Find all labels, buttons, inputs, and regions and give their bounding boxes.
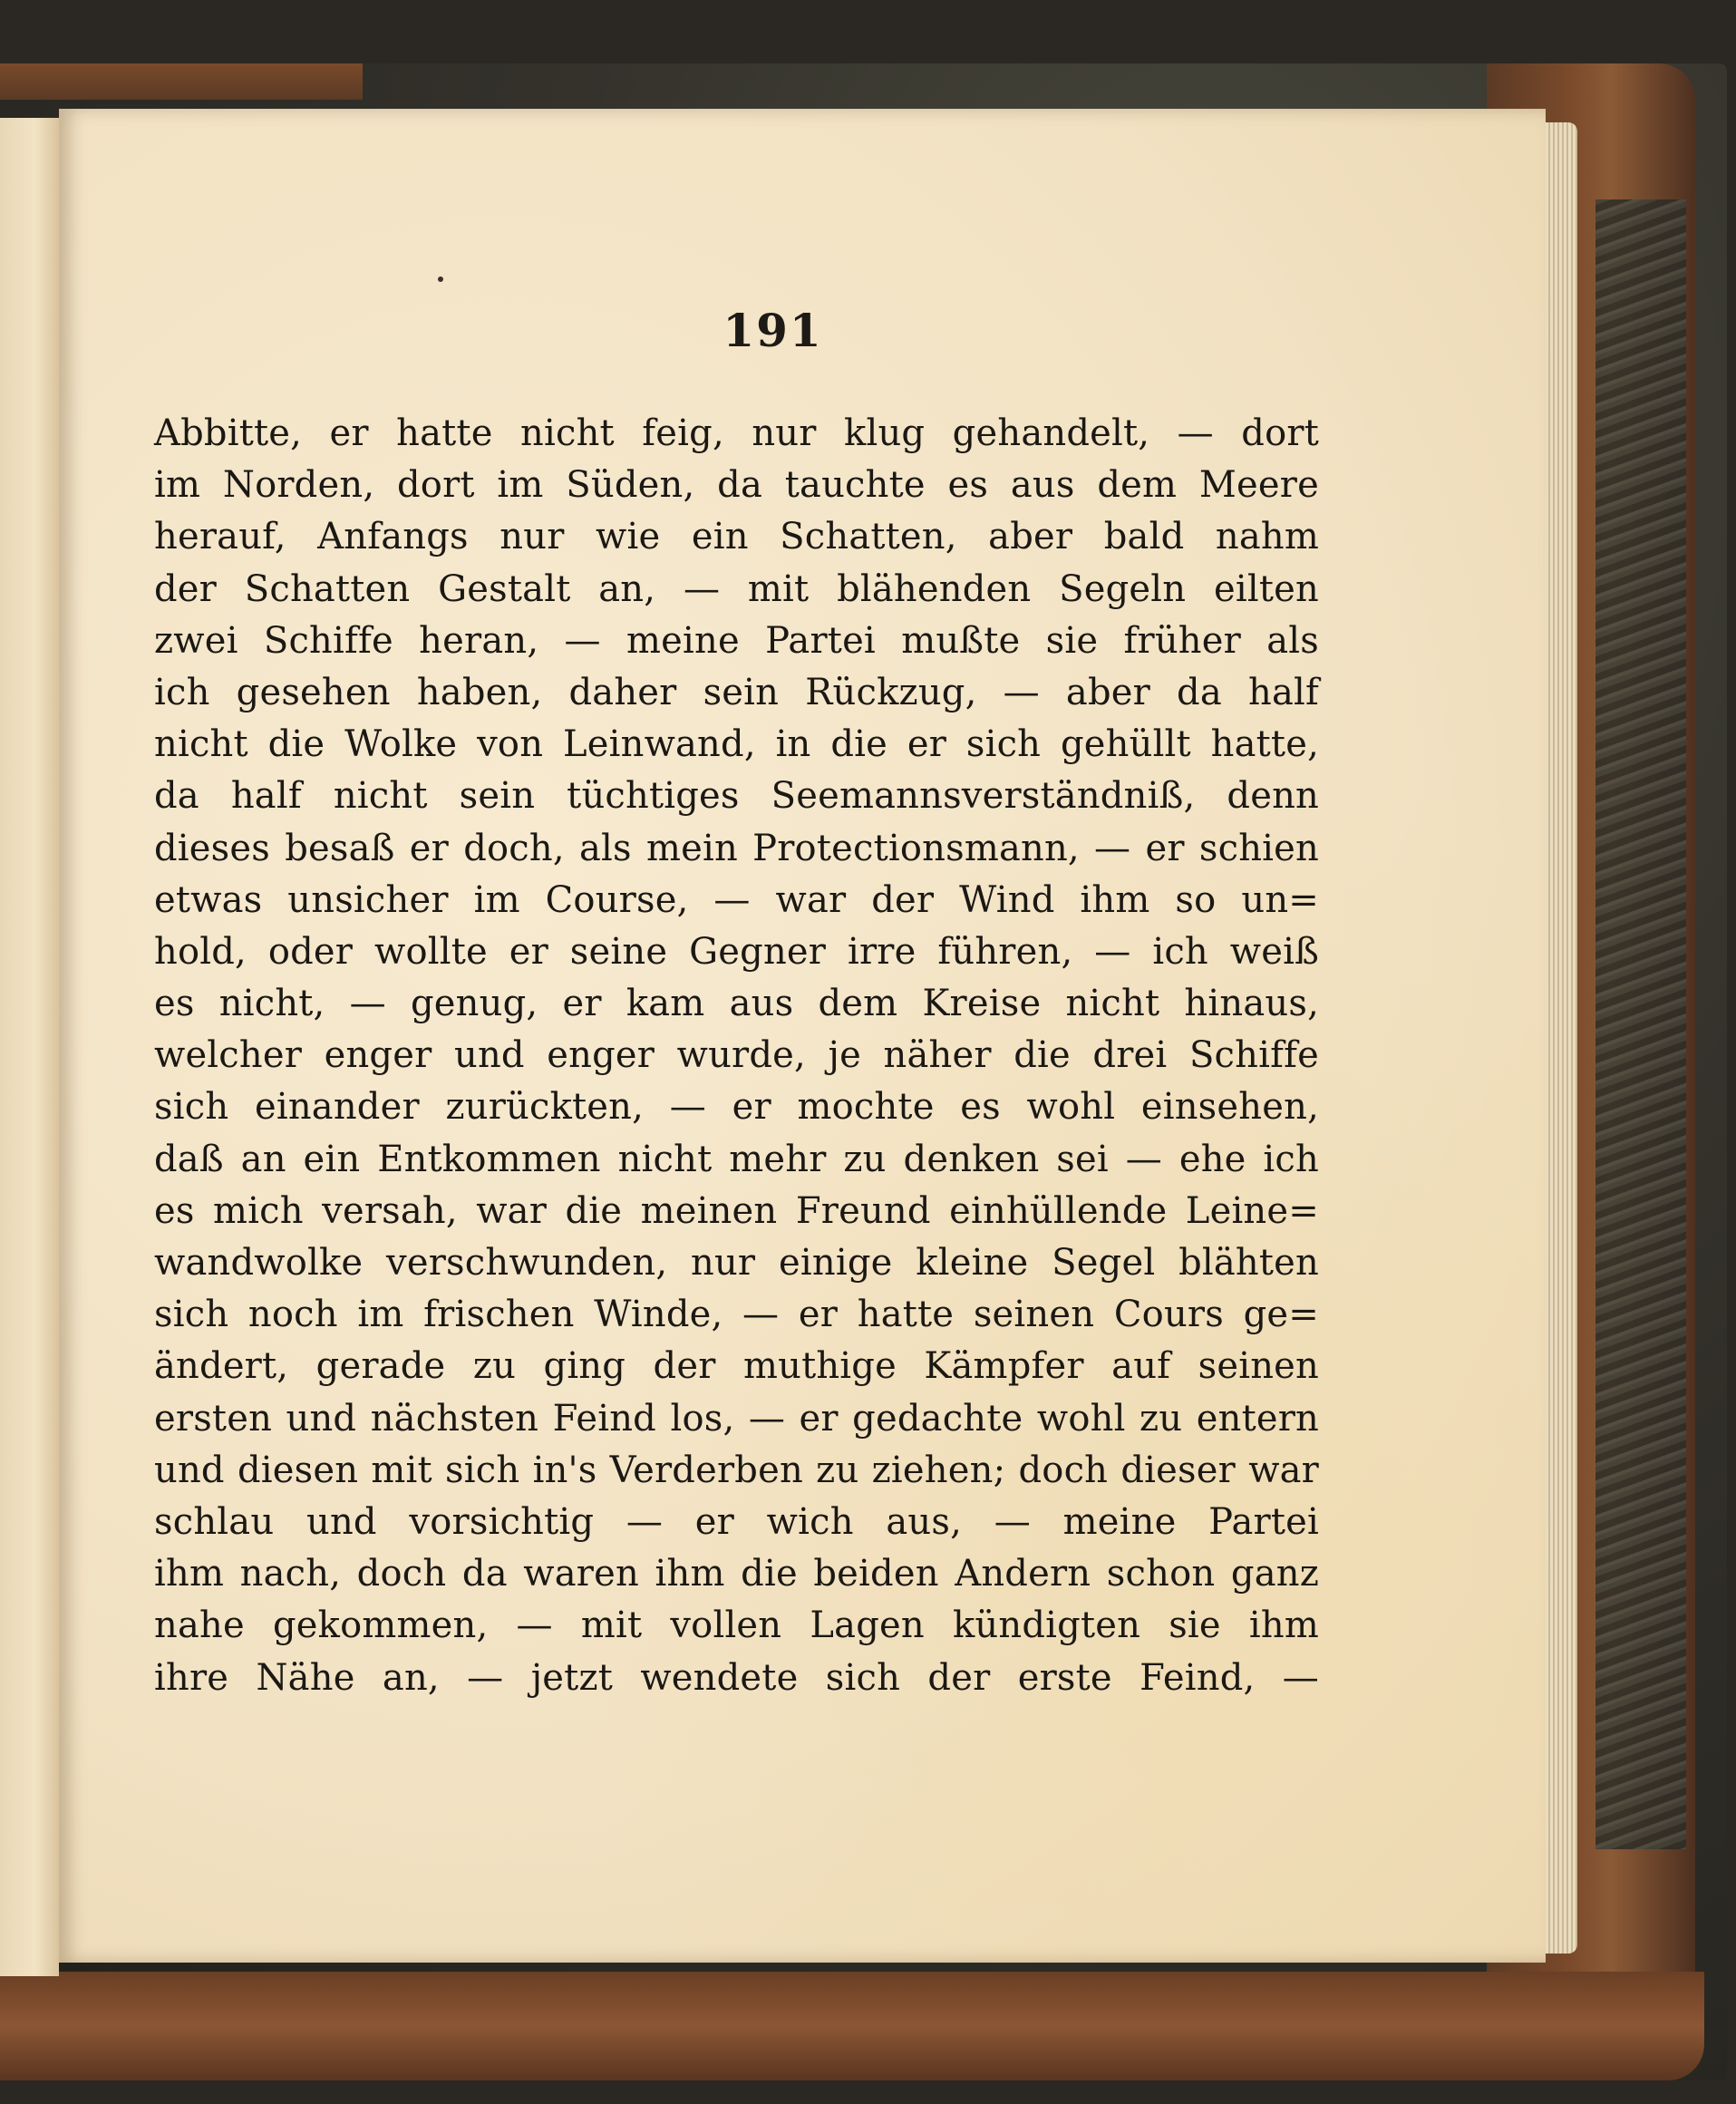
text-line: sich noch im frischen Winde, — er hatte seinen Cours ge= [154,1294,1319,1336]
text-line: dieses besaß er doch, als mein Protectionsmann, — er schien [154,827,1319,869]
text-line: welcher enger und enger wurde, je näher die drei Schiffe [154,1034,1319,1077]
text-line: und diesen mit sich in's Verderben zu ziehen; doch dieser war [154,1449,1319,1491]
facing-page-sliver [0,118,59,1976]
text-line: ihre Nähe an, — jetzt wendete sich der erste Feind, — [154,1656,1319,1699]
text-line: es nicht, — genug, er kam aus dem Kreise nicht hinaus, [154,983,1319,1025]
leather-bottom-edge [0,1972,1704,2080]
text-line: da half nicht sein tüchtiges Seemannsverständniß, denn [154,775,1319,818]
text-line: im Norden, dort im Süden, da tauchte es aus dem Meere [154,464,1319,507]
text-line: es mich versah, war die meinen Freund einhüllende Leine= [154,1189,1319,1232]
ink-speck [438,276,443,282]
text-line: daß an ein Entkommen nicht mehr zu denken sei — ehe ich [154,1138,1319,1180]
text-line: hold, oder wollte er seine Gegner irre führen, — ich weiß [154,930,1319,973]
text-line: wandwolke verschwunden, nur einige kleine Segel blähten [154,1242,1319,1284]
text-line: nahe gekommen, — mit vollen Lagen kündigten sie ihm [154,1605,1319,1647]
book-page [59,109,1546,1963]
text-line: etwas unsicher im Course, — war der Wind ihm so un= [154,878,1319,921]
text-line: herauf, Anfangs nur wie ein Schatten, aber bald nahm [154,516,1319,558]
leather-top-edge [0,63,363,100]
page-body-text [154,408,1319,1704]
text-line: der Schatten Gestalt an, — mit blähenden Segeln eilten [154,567,1319,610]
page-number: 191 [723,304,823,357]
marbled-cover-paper [1595,199,1686,1849]
text-line: ersten und nächsten Feind los, — er gedachte wohl zu entern [154,1397,1319,1440]
text-line: schlau und vorsichtig — er wich aus, — meine Partei [154,1500,1319,1543]
text-line: ihm nach, doch da waren ihm die beiden Andern schon ganz [154,1553,1319,1595]
text-line: nicht die Wolke von Leinwand, in die er sich gehüllt hatte, [154,723,1319,766]
text-line: zwei Schiffe heran, — meine Partei mußte sie früher als [154,619,1319,662]
text-line: ich gesehen haben, daher sein Rückzug, — aber da half [154,671,1319,713]
text-line: sich einander zurückten, — er mochte es wohl einsehen, [154,1086,1319,1129]
text-line: Abbitte, er hatte nicht feig, nur klug gehandelt, — dort [154,412,1319,454]
text-line: ändert, gerade zu ging der muthige Kämpfer auf seinen [154,1345,1319,1388]
